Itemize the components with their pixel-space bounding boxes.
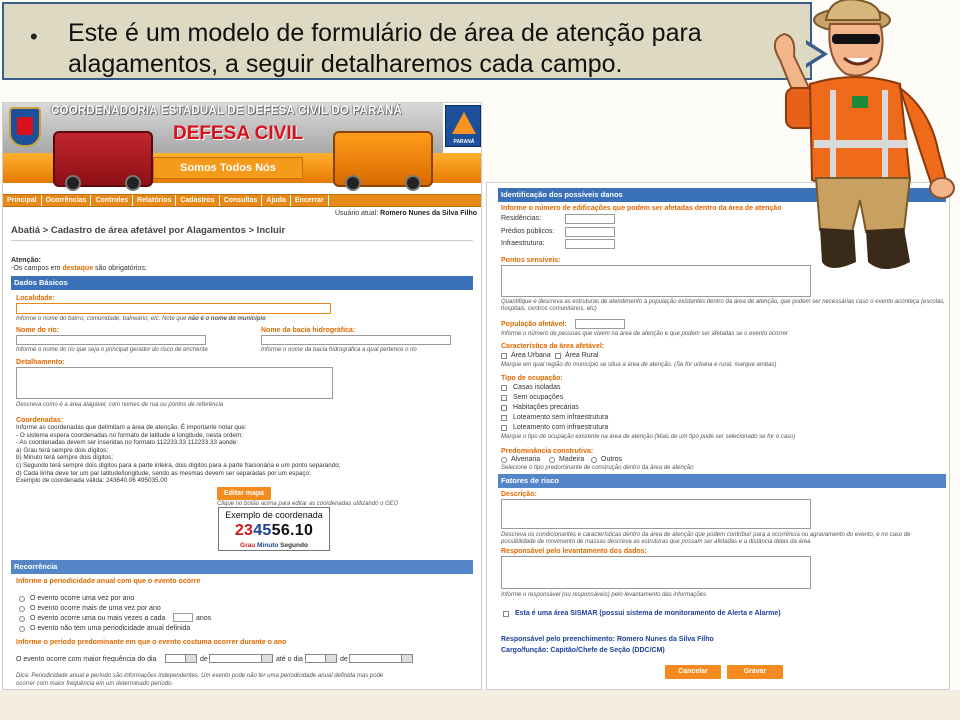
menu-ajuda[interactable]: Ajuda (262, 195, 290, 206)
anos-label: anos (196, 615, 212, 622)
populacao-input[interactable] (575, 319, 625, 329)
ocupacao-checkbox-3[interactable] (501, 405, 507, 411)
periodicidade-option-1: O evento ocorre uma vez por ano (30, 595, 135, 602)
residencias-label: Residências: (501, 215, 542, 222)
predios-input[interactable] (565, 227, 615, 237)
periodicidade-option-3: O evento ocorre uma ou mais vezes a cada (30, 615, 166, 622)
madeira-label: Madeira (559, 456, 585, 463)
attention-text: -Os campos em destaque são obrigatórios; (11, 265, 147, 272)
cancel-button[interactable]: Cancelar (665, 665, 721, 679)
dica-text-2: ocorrer com maior frequência em um determinado período. (16, 681, 174, 687)
menu-ocorrencias[interactable]: Ocorrências (42, 195, 92, 206)
coordenadas-label: Coordenadas: (16, 417, 64, 424)
detalhamento-hint: Descreva como é a área alagável, com nomes de rua ou pontos de referência (16, 402, 224, 408)
menu-consultas[interactable]: Consultas (220, 195, 263, 206)
ocupacao-checkbox-5[interactable] (501, 425, 507, 431)
editar-mapa-button[interactable]: Editar mapa (217, 487, 271, 500)
descricao-label: Descrição: (501, 491, 537, 498)
periodo-text-a: O evento ocorre com maior frequência do dia (16, 656, 157, 663)
populacao-label: População afetável: (501, 321, 567, 328)
periodicidade-question: Informe a periodicidade anual com que o evento ocorre (16, 578, 201, 585)
pontos-label: Pontos sensíveis: (501, 257, 561, 264)
slide-background-band (0, 690, 960, 720)
detalhamento-label: Detalhamento: (16, 359, 65, 366)
bacia-input[interactable] (261, 335, 451, 345)
site-header (3, 103, 482, 188)
periodo-de-1: de (200, 656, 208, 663)
madeira-radio[interactable] (549, 457, 555, 463)
caracteristica-hint: Marque em qual região do município se situa a área de atenção. (Se for urbana e rural, marque ambas) (501, 362, 777, 368)
residencias-input[interactable] (565, 214, 615, 224)
civil-defense-mascot-icon (760, 0, 960, 280)
caracteristica-label: Característica da área afetável: (501, 343, 605, 350)
periodicidade-option-2: O evento ocorre mais de uma vez por ano (30, 605, 161, 612)
ocupacao-label: Tipo de ocupação: (501, 375, 563, 382)
periodicidade-radio-2[interactable] (19, 606, 25, 612)
section-recorrencia: Recorrência (11, 560, 473, 574)
divider (11, 240, 473, 241)
ocupacao-option-5: Loteamento com infraestrutura (513, 424, 609, 431)
fire-truck-icon (53, 131, 153, 187)
main-menu (3, 194, 482, 207)
rio-input[interactable] (16, 335, 206, 345)
infraestrutura-label: Infraestrutura: (501, 240, 545, 247)
form-screenshot-left (2, 102, 482, 690)
descricao-textarea[interactable] (501, 499, 811, 529)
agency-title: COORDENADORIA ESTADUAL DE DEFESA CIVIL DO PARANÁ (51, 105, 403, 117)
menu-relatorios[interactable]: Relatórios (133, 195, 176, 206)
coordinate-example: Exemplo de coordenada 234556.10 Grau Minuto Segundo (218, 507, 330, 551)
rio-label: Nome do rio: (16, 327, 60, 334)
parana-crest-icon (9, 107, 41, 147)
periodo-dia-fim-select[interactable] (305, 654, 337, 663)
descricao-hint: Descreva os condicionantes e características dentro da área de atenção que podem contribuir para a ocorrência ou agravamento do evento, e no caso de possibilidade de movimento de massas descreva as estruturas que possam ser afetadas e a distância delas da área (501, 532, 911, 545)
menu-cadastros[interactable]: Cadastros (176, 195, 219, 206)
breadcrumb: Abatiá > Cadastro de área afetável por Alagamentos > Incluir (11, 225, 286, 236)
periodo-dia-inicio-select[interactable] (165, 654, 197, 663)
ocupacao-checkbox-1[interactable] (501, 385, 507, 391)
area-rural-checkbox[interactable] (555, 353, 561, 359)
periodicidade-radio-1[interactable] (19, 596, 25, 602)
ocupacao-option-3: Habitações precárias (513, 404, 579, 411)
area-rural-label: Área Rural (565, 352, 599, 359)
periodo-question: Informe o período predominante em que o evento costuma ocorrer durante o ano (16, 639, 287, 646)
callout-text: Este é um modelo de formulário de área de atenção para alagamentos, a seguir detalharemos cada campo. (68, 19, 702, 78)
save-button[interactable]: Gravar (727, 665, 783, 679)
ocupacao-option-2: Sem ocupações (513, 394, 564, 401)
infraestrutura-input[interactable] (565, 239, 615, 249)
periodicidade-radio-4[interactable] (19, 626, 25, 632)
ocupacao-option-4: Loteamento sem infraestrutura (513, 414, 609, 421)
alvenaria-radio[interactable] (501, 457, 507, 463)
ocupacao-option-1: Casas isoladas (513, 384, 561, 391)
periodo-ate: até o dia (276, 656, 303, 663)
coordenadas-instructions: Informe as coordenadas que delimitam a área de atenção. É importante notar que: - O sistema espera coordenadas no formato de latitude e longitude, nesta ordem; - As coordenadas devem ser inseridas no formato 112233.33 112233.33 aonde: a) Grau terá sempre dois dígitos; b) Minuto terá sempre dois dígitos; c) Segundo terá sempre dois dígitos para a parte inteira, dois dígitos para a parte fracionária e um ponto separando; d) Cada linha deve ter um par latitude/longitude, sendo as mesmas devem ser separadas por um espaço; Exemplo de coordenada válida: 243640.06 495035.00 (16, 424, 341, 485)
ocupacao-hint: Marque o tipo de ocupação existente na área de atenção (Mais de um tipo pode ser selecionado se for o caso) (501, 434, 796, 440)
periodo-mes-inicio-select[interactable] (209, 654, 273, 663)
speech-callout (2, 2, 812, 80)
section-fatores-risco: Fatores de risco (498, 474, 946, 488)
anos-input[interactable] (173, 613, 193, 622)
predominancia-hint: Selecione o tipo predominante de construção dentro da área de atenção (501, 465, 694, 471)
menu-principal[interactable]: Principal (3, 195, 42, 206)
defesa-civil-title: DEFESA CIVIL (173, 123, 304, 144)
predios-label: Prédios públicos: (501, 228, 555, 235)
dica-text: Dica: Periodicidade anual e período são informações independentes. Um evento pode não ter uma periodicidade anual definida mas pode (16, 673, 384, 679)
menu-encerrar[interactable]: Encerrar (291, 195, 329, 206)
cargo-funcao: Cargo/função: Capitão/Chefe de Seção (DDC/CM) (501, 647, 665, 654)
responsavel-textarea[interactable] (501, 556, 811, 589)
attention-title: Atenção: (11, 257, 41, 264)
periodicidade-option-4: O evento não tem uma periodicidade anual definida (30, 625, 191, 632)
current-user: Usuário atual: Romero Nunes da Silva Filho (334, 210, 477, 217)
outros-label: Outros (601, 456, 623, 463)
responsavel-label: Responsável pelo levantamento dos dados: (501, 548, 647, 555)
localidade-label: Localidade: (16, 295, 55, 302)
pontos-hint: Quantifique e descreva as estruturas de atendimento à população existentes dentro da área de atenção, que podem ser necessárias caso o evento aconteça (escolas, hospitais, centros comunitários, etc) (501, 299, 945, 312)
populacao-hint: Informe o número de pessoas que vivem na área de atenção e que podem ser afetadas se o evento ocorrer (501, 331, 788, 337)
sismar-label: Esta é uma área SISMAR (possui sistema de monitoramento de Alerta e Alarme) (515, 610, 781, 617)
periodo-mes-fim-select[interactable] (349, 654, 413, 663)
rio-hint: Informe o nome do rio que seja o principal gerador do risco de enchente (16, 347, 208, 353)
area-urbana-label: Área Urbana (511, 352, 551, 359)
slogan-banner: Somos Todos Nós (153, 157, 303, 179)
tanker-truck-icon (333, 131, 433, 187)
edificacoes-question: Informe o número de edificações que podem ser afetadas dentro da área de atenção (501, 205, 782, 212)
responsavel-preenchimento: Responsável pelo preenchimento: Romero Nunes da Silva Filho (501, 636, 714, 643)
predominancia-label: Predominância construtiva: (501, 448, 594, 455)
defesa-civil-logo-icon: PARANÁ (445, 105, 481, 147)
ocupacao-checkbox-2[interactable] (501, 395, 507, 401)
bacia-label: Nome da bacia hidrográfica: (261, 327, 356, 334)
ocupacao-checkbox-4[interactable] (501, 415, 507, 421)
periodicidade-radio-3[interactable] (19, 616, 25, 622)
sismar-checkbox[interactable] (503, 611, 509, 617)
responsavel-hint: Informe o responsável (ou responsáveis) pelo levantamento das informações (501, 592, 707, 598)
section-identificacao: Identificação dos possíveis danos (498, 188, 946, 202)
localidade-input[interactable] (16, 303, 331, 314)
outros-radio[interactable] (591, 457, 597, 463)
bacia-hint: Informe o nome da bacia hidrográfica a qual pertence o rio (261, 347, 417, 353)
editar-mapa-hint: Clique no botão acima para editar as coordenadas utilizando o GEO (217, 501, 399, 507)
callout-bullet: • (30, 24, 38, 49)
menu-controles[interactable]: Controles (91, 195, 133, 206)
section-dados-basicos: Dados Básicos (11, 276, 473, 290)
area-urbana-checkbox[interactable] (501, 353, 507, 359)
periodo-de-2: de (340, 656, 348, 663)
detalhamento-textarea[interactable] (16, 367, 333, 399)
localidade-hint: Informe o nome do bairro, comunidade, balneário, etc. Note que não é o nome do município (16, 316, 266, 322)
alvenaria-label: Alvenaria (511, 456, 541, 463)
